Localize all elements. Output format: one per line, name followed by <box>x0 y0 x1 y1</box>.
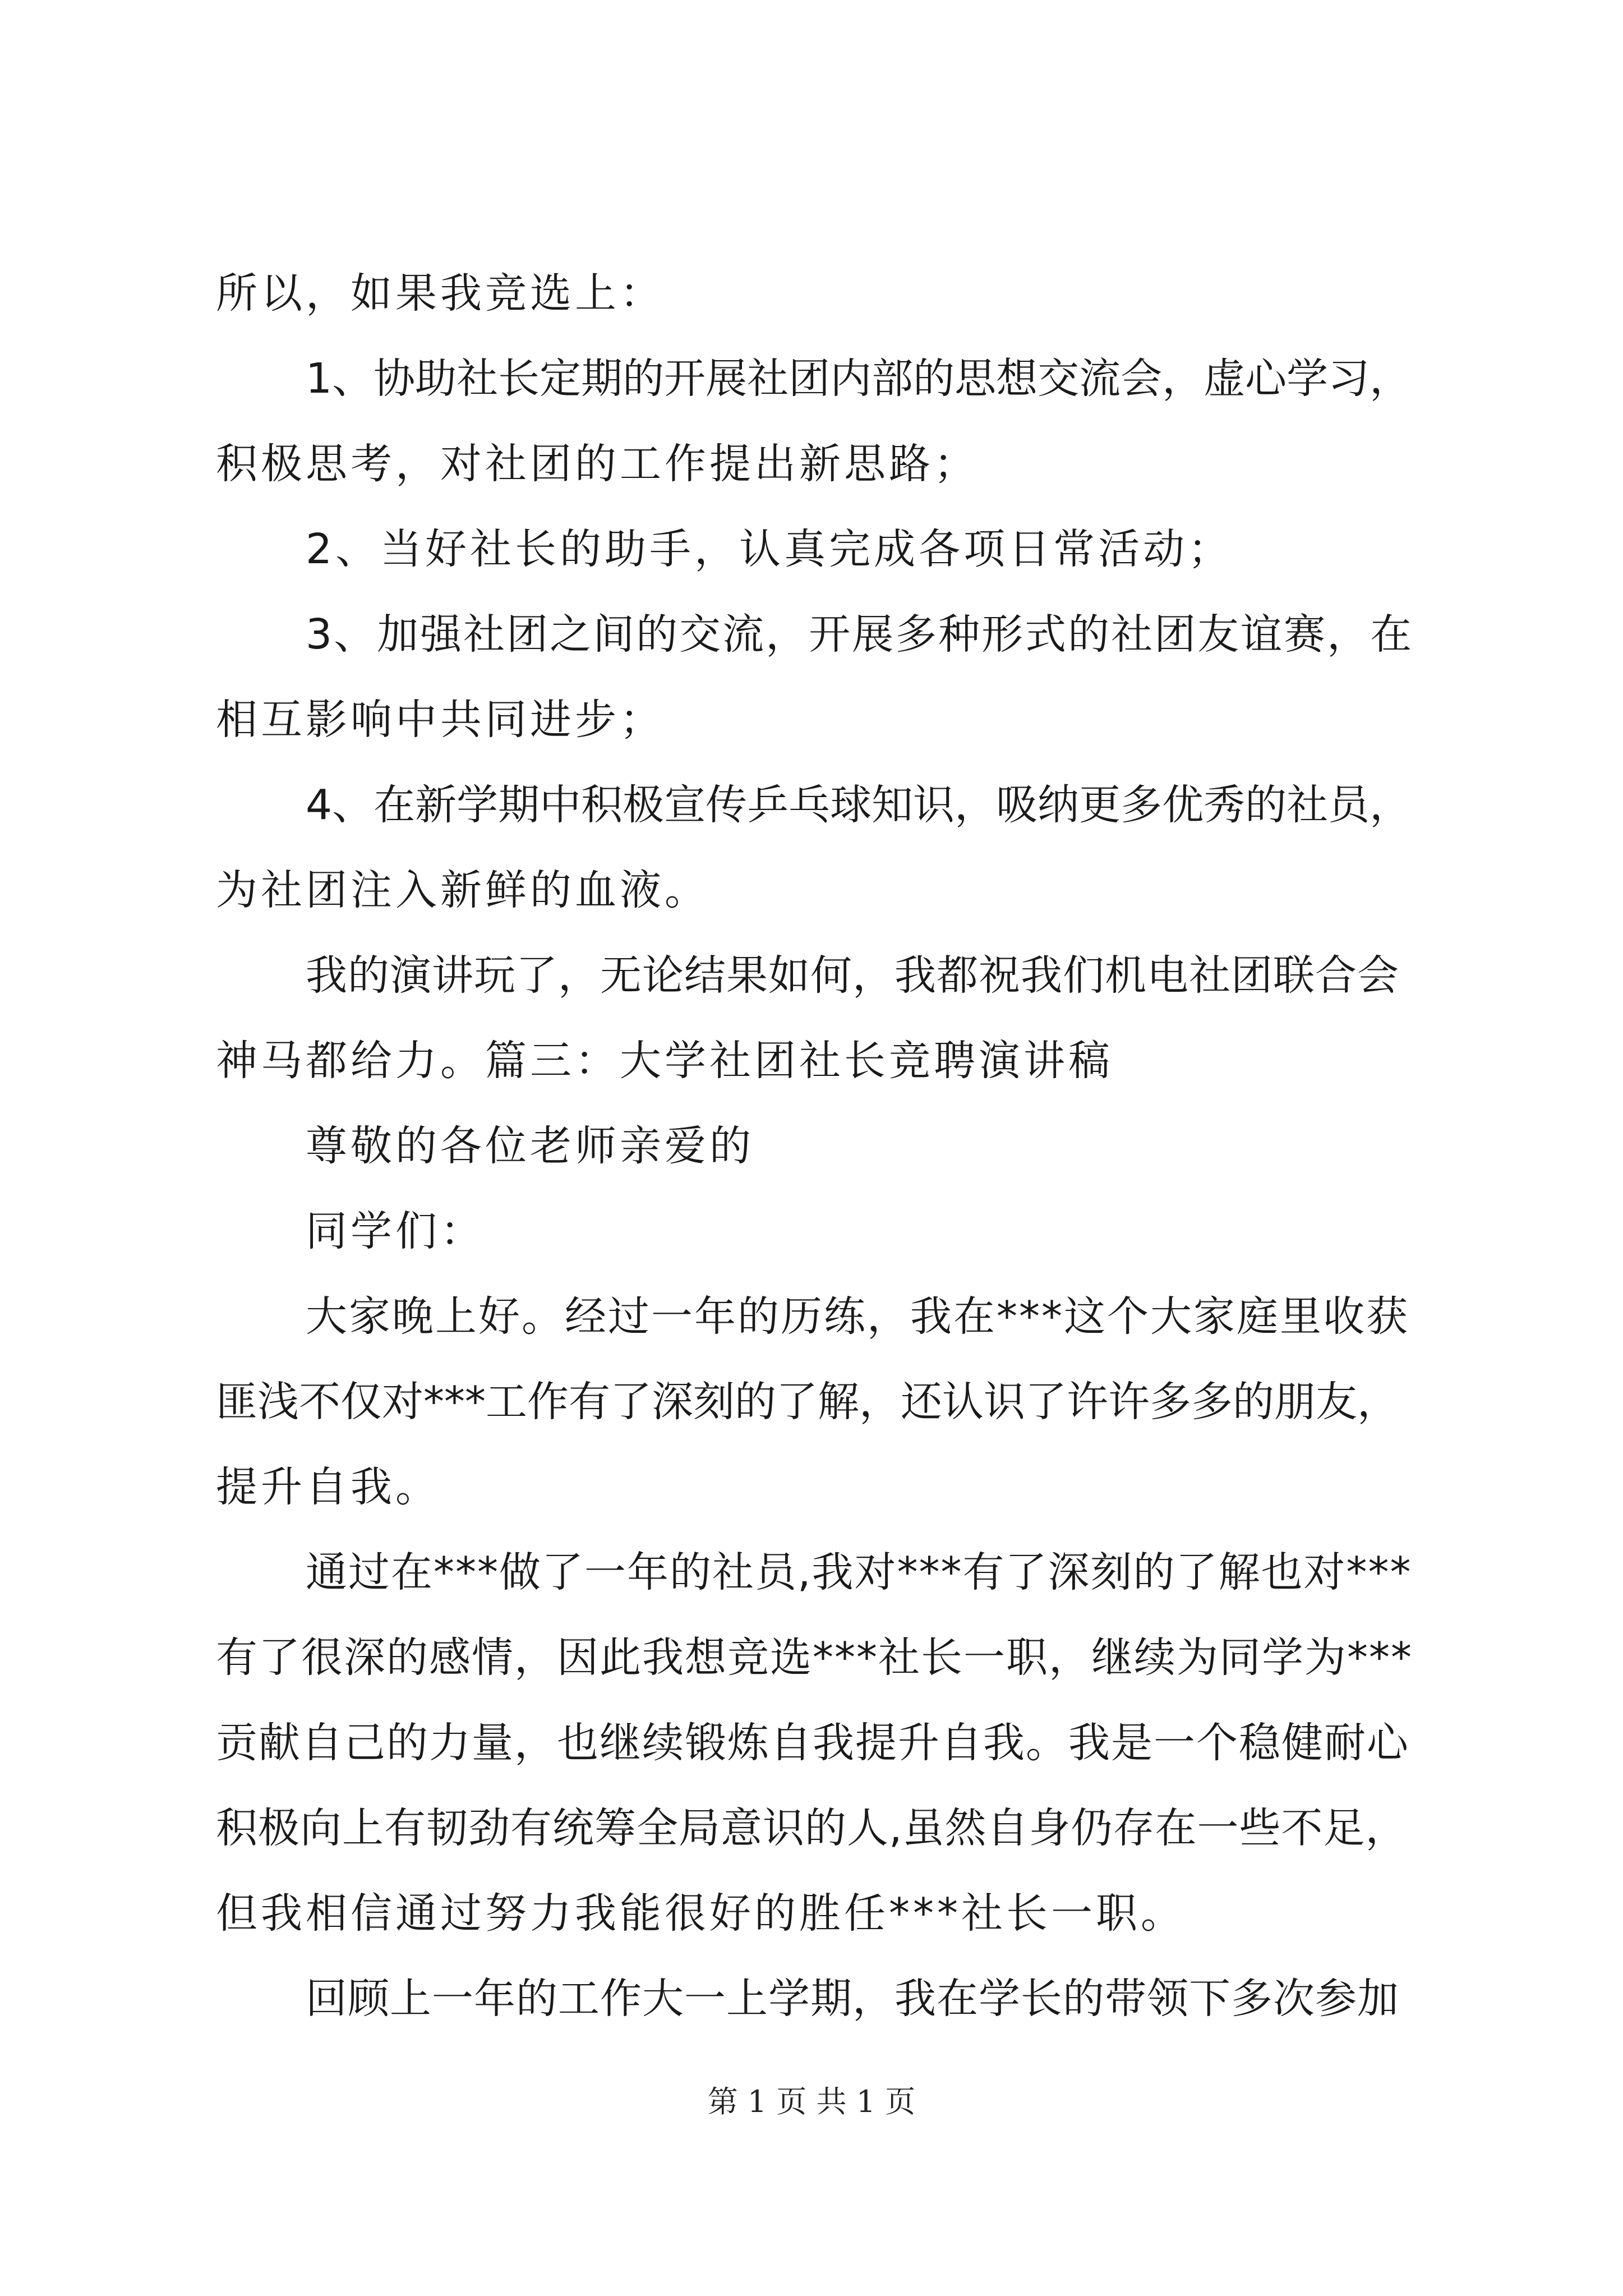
page-footer: 第 1 页 共 1 页 <box>707 2084 916 2119</box>
text-line: 积极思考，对社团的工作提出新思路； <box>216 440 979 488</box>
text-line: 为社团注入新鲜的血液。 <box>216 866 709 914</box>
text-line: 我的演讲玩了，无论结果如何，我都祝我们机电社团联合会 <box>306 951 1399 1000</box>
text-line: 积极向上有韧劲有统筹全局意识的人,虽然自身仍存在一些不足， <box>216 1804 1408 1852</box>
text-line: 提升自我。 <box>216 1463 440 1511</box>
text-line: 4、在新学期中积极宣传乒乓球知识，吸纳更多优秀的社员， <box>306 781 1412 829</box>
text-line: 2、当好社长的助手，认真完成各项日常活动； <box>306 525 1233 573</box>
text-line: 尊敬的各位老师亲爱的 <box>306 1122 754 1170</box>
text-line: 回顾上一年的工作大一上学期，我在学长的带领下多次参加 <box>306 1975 1399 2023</box>
text-line: 神马都给力。篇三：大学社团社长竞聘演讲稿 <box>216 1037 1113 1085</box>
text-line: 3、加强社团之间的交流，开展多种形式的社团友谊赛，在 <box>306 610 1414 659</box>
text-line: 通过在***做了一年的社员,我对***有了深刻的了解也对*** <box>306 1548 1412 1596</box>
text-line: 匪浅不仅对***工作有了深刻的了解，还认识了许许多多的朋友， <box>216 1378 1399 1426</box>
text-line: 相互影响中共同进步； <box>216 696 665 744</box>
text-line: 大家晚上好。经过一年的历练，我在***这个大家庭里收获 <box>306 1292 1409 1341</box>
text-line: 1、协助社长定期的开展社团内部的思想交流会，虚心学习， <box>306 355 1412 403</box>
text-line: 但我相信通过努力我能很好的胜任***社长一职。 <box>216 1889 1186 1938</box>
text-line: 所以，如果我竞选上： <box>216 269 665 318</box>
text-line: 同学们： <box>306 1207 485 1255</box>
text-line: 有了很深的感情，因此我想竞选***社长一职，继续为同学为*** <box>216 1634 1413 1682</box>
text-line: 贡献自己的力量，也继续锻炼自我提升自我。我是一个稳健耐心 <box>216 1719 1409 1767</box>
